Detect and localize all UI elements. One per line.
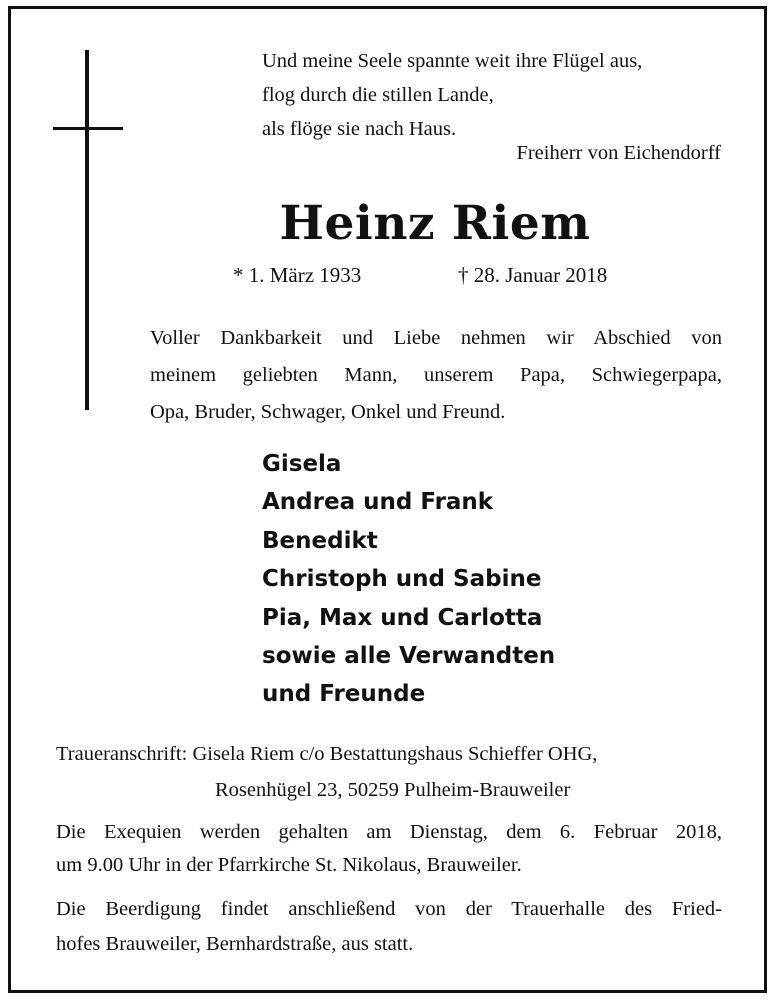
service-info (56, 816, 722, 882)
death-date: † 28. Januar 2018 (458, 263, 608, 287)
service-line: Die Exequien werden gehalten am Dienstag, dem 6. Februar 2018, (56, 821, 722, 843)
mourner: Andrea und Frank (262, 489, 494, 516)
mourner: sowie alle Verwandten (262, 643, 556, 670)
poem-line: als flöge sie nach Haus. (262, 118, 457, 140)
address-line: Traueranschrift: Gisela Riem c/o Bestattungshaus Schieffer OHG, (56, 743, 598, 765)
mourner: und Freunde (262, 681, 426, 708)
intro-line: Voller Dankbarkeit und Liebe nehmen wir Abschied von (150, 327, 722, 349)
burial-info (56, 892, 722, 962)
service-line: um 9.00 Uhr in der Pfarrkirche St. Nikolaus, Brauweiler. (56, 854, 522, 876)
address-line: Rosenhügel 23, 50259 Pulheim-Brauweiler (215, 779, 571, 801)
mourners-list (262, 445, 555, 714)
burial-line: hofes Brauweiler, Bernhardstraße, aus statt. (56, 933, 414, 955)
poem-author: Freiherr von Eichendorff (516, 142, 721, 164)
intro-line: meinem geliebten Mann, unserem Papa, Schwiegerpapa, (150, 364, 722, 386)
mourning-address (56, 736, 597, 808)
burial-line: Die Beerdigung findet anschließend von der Trauerhalle des Fried- (56, 898, 722, 920)
mourner: Benedikt (262, 527, 378, 554)
mourner: Gisela (262, 451, 342, 477)
poem-line: Und meine Seele spannte weit ihre Flügel aus, (262, 50, 643, 72)
poem-line: flog durch die stillen Lande, (262, 84, 494, 106)
mourner: Christoph und Sabine (262, 566, 542, 593)
poem (262, 44, 732, 146)
intro-text (150, 320, 722, 431)
intro-line: Opa, Bruder, Schwager, Onkel und Freund. (150, 401, 506, 423)
deceased-name: Heinz Riem (279, 196, 591, 251)
mourner: Pia, Max und Carlotta (262, 604, 543, 631)
birth-date: * 1. März 1933 (233, 263, 362, 287)
cross-icon (85, 50, 89, 410)
cross-bar (53, 127, 123, 130)
